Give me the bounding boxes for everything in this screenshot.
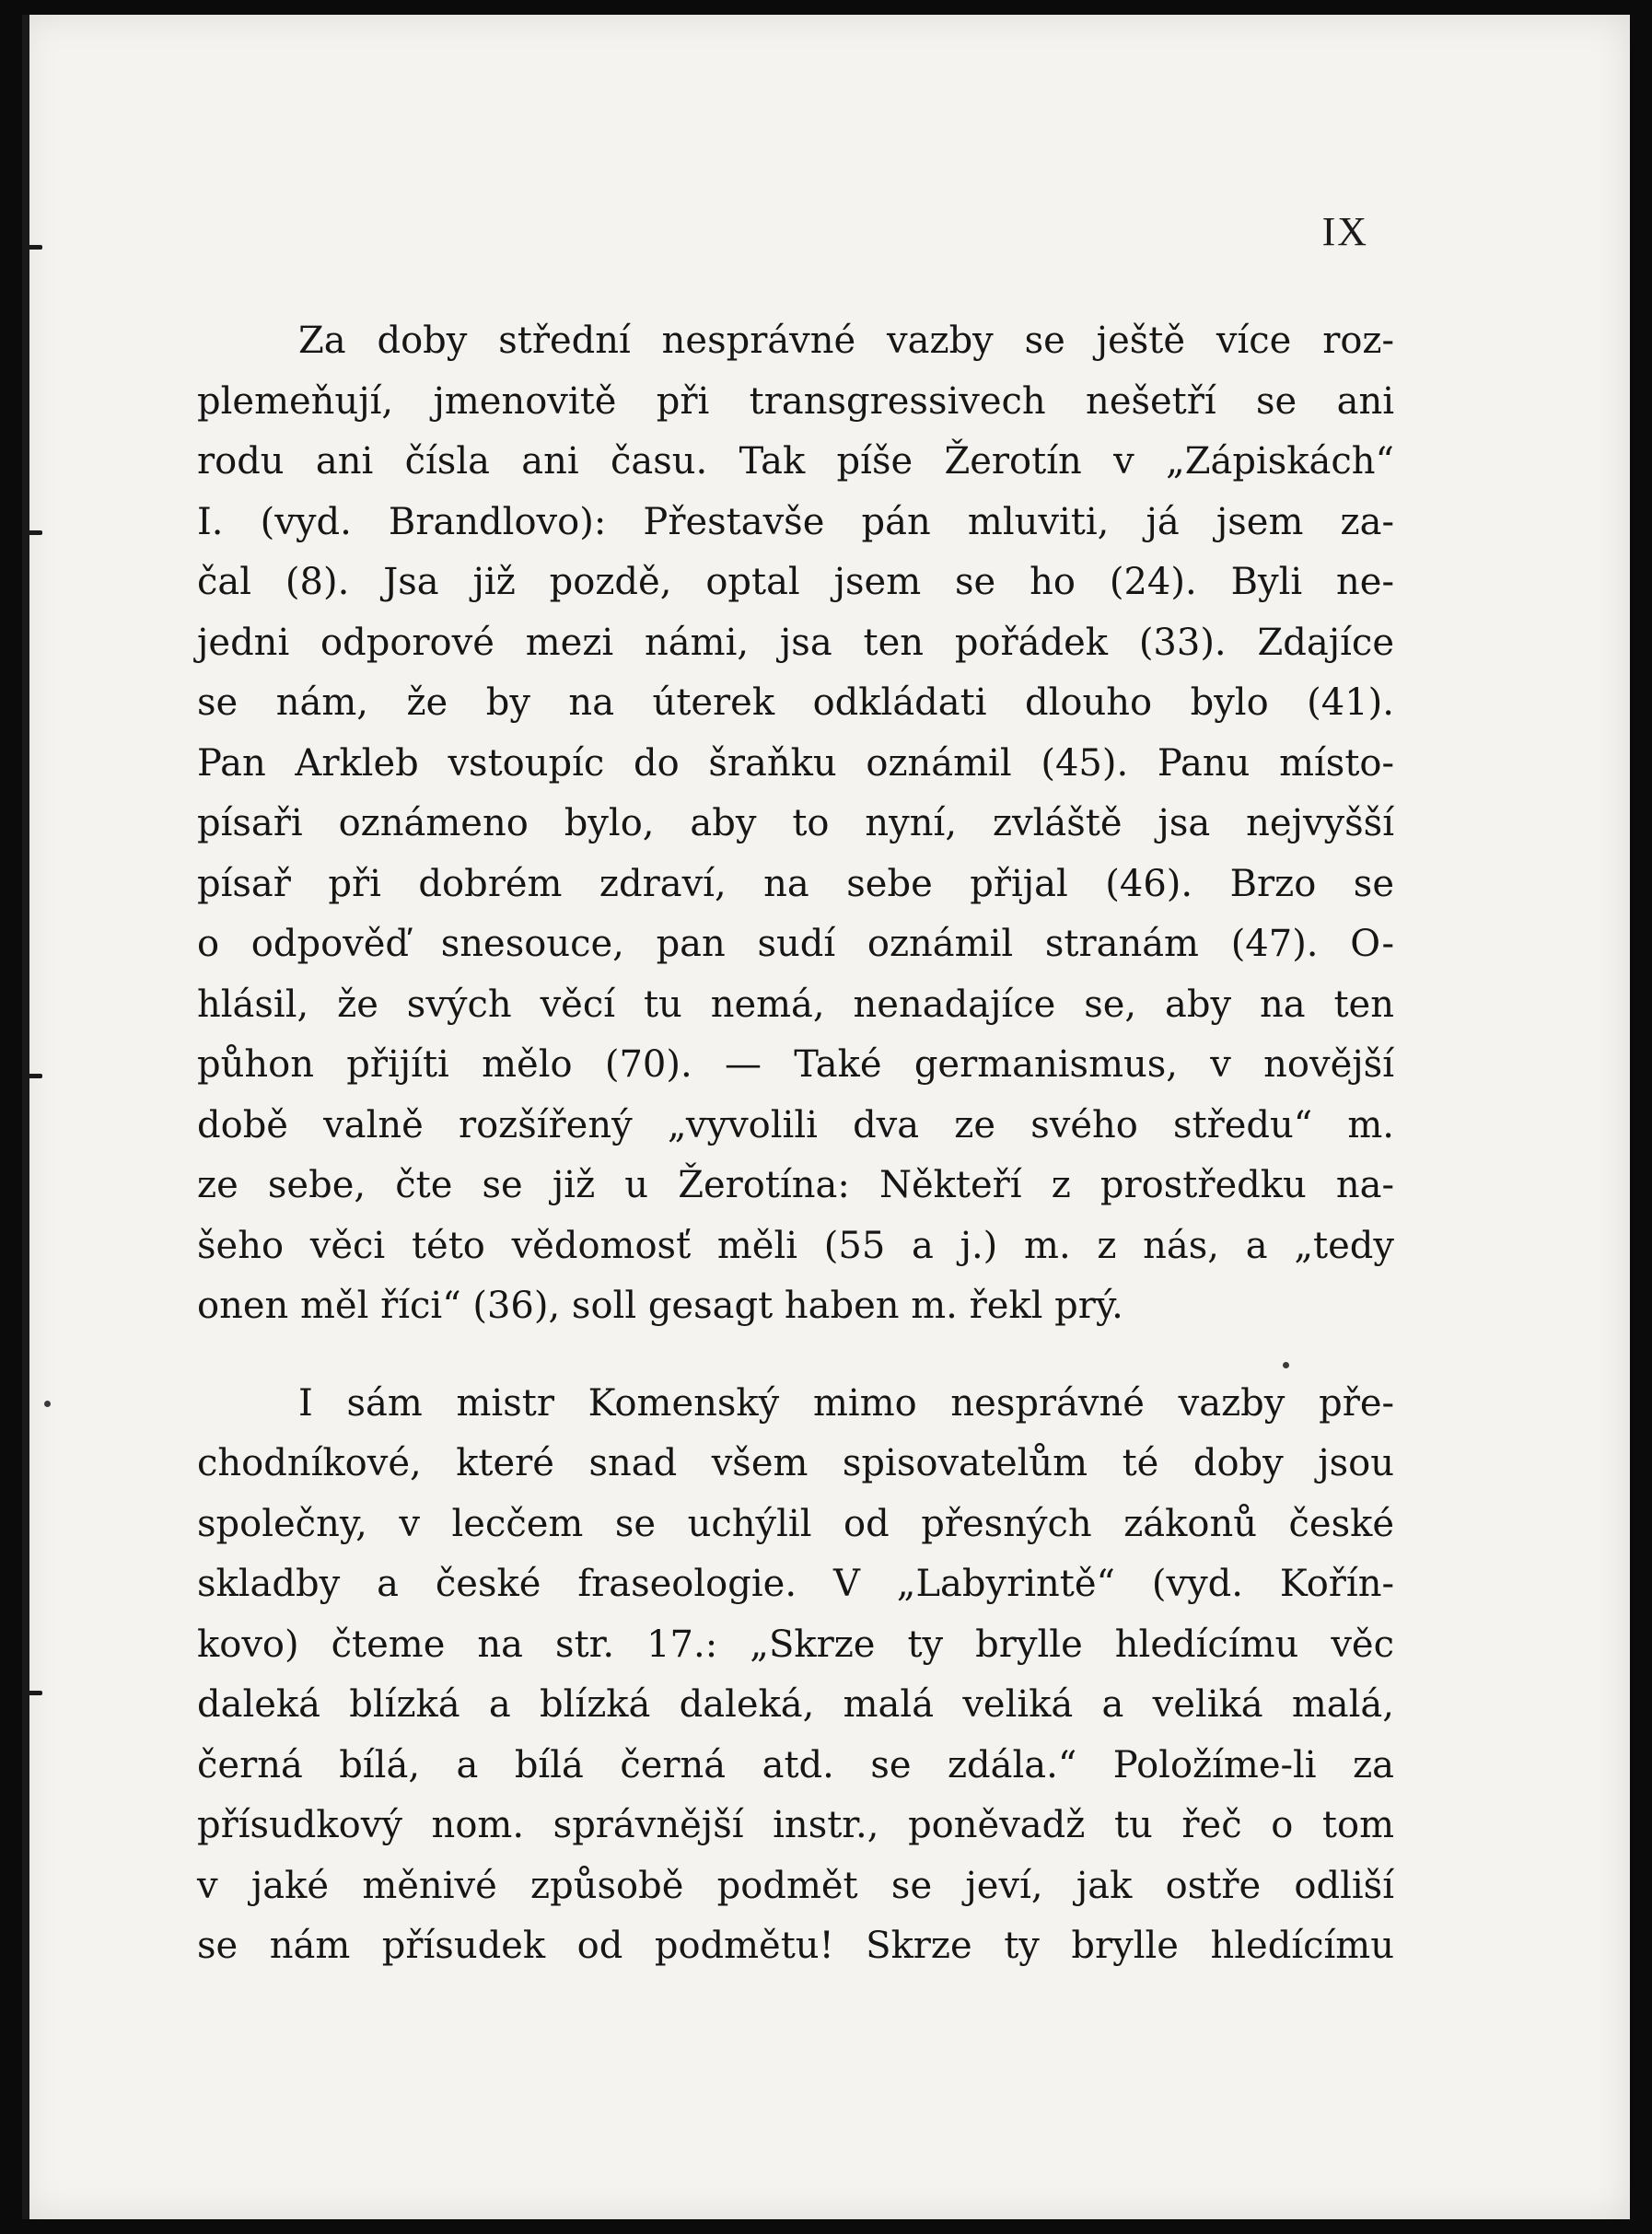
text-line: ze sebe, čte se již u Žerotína: Někteří z prostředku na-	[197, 1164, 1394, 1206]
text-line: písař při dobrém zdraví, na sebe přijal (46). Brzo se	[197, 862, 1394, 905]
text-line: hlásil, že svých věcí tu nemá, nenadajíce se, aby na ten	[197, 983, 1394, 1026]
page-binding-edge	[22, 15, 29, 2219]
paragraph-2	[197, 1374, 1394, 1977]
binding-stitch	[26, 245, 42, 250]
text-line: v jaké měnivé způsobě podmět se jeví, jak ostře odliší	[197, 1864, 1394, 1907]
text-line: plemeňují, jmenovitě při transgressivech nešetří se ani	[197, 379, 1394, 423]
text-line: rodu ani čísla ani času. Tak píše Žerotín v „Zápiskách“	[197, 440, 1394, 483]
paragraph-1	[197, 311, 1394, 1337]
text-line: přísudkový nom. správnější instr., poněvadž tu řeč o tom	[197, 1804, 1394, 1846]
text-line: Pan Arkleb vstoupíc do šraňku oznámil (45). Panu místo-	[197, 741, 1394, 785]
text-line: černá bílá, a bílá černá atd. se zdála.“ Položíme-li za	[197, 1743, 1394, 1786]
page-body	[197, 311, 1394, 1977]
binding-stitch	[26, 530, 42, 535]
text-line: onen měl říci“ (36), soll gesagt haben m. řekl prý.	[197, 1285, 1123, 1327]
paragraph-gap	[197, 1337, 1394, 1374]
text-line: době valně rozšířený „vyvolili dva ze svého středu“ m.	[197, 1103, 1394, 1146]
text-line: chodníkové, které snad všem spisovatelům té doby jsou	[197, 1442, 1394, 1484]
text-line: se nám, že by na úterek odkládati dlouho bylo (41).	[197, 681, 1394, 724]
binding-stitch	[26, 1074, 42, 1078]
text-line: I. (vyd. Brandlovo): Přestavše pán mluviti, já jsem za-	[197, 500, 1394, 543]
page-number: IX	[1321, 209, 1368, 254]
text-line: písaři oznámeno bylo, aby to nyní, zvláště jsa nejvyšší	[197, 802, 1394, 844]
text-line: půhon přijíti mělo (70). — Také germanismus, v novější	[197, 1043, 1394, 1086]
text-line: I sám mistr Komenský mimo nesprávné vazby pře-	[298, 1381, 1394, 1425]
text-line: čal (8). Jsa již pozdě, optal jsem se ho (24). Byli ne-	[197, 561, 1394, 603]
text-line: Za doby střední nesprávné vazby se ještě více roz-	[298, 320, 1394, 362]
text-line: jedni odporové mezi námi, jsa ten pořádek (33). Zdajíce	[197, 621, 1394, 664]
text-line: šeho věci této vědomosť měli (55 a j.) m. z nás, a „tedy	[197, 1224, 1394, 1267]
text-line: o odpověď snesouce, pan sudí oznámil stranám (47). O-	[197, 923, 1394, 965]
binding-stitch	[26, 1691, 42, 1695]
paper-speck	[44, 1401, 51, 1407]
text-line: společny, v lecčem se uchýlil od přesných zákonů české	[197, 1502, 1394, 1545]
book-page	[22, 15, 1630, 2219]
text-line: daleká blízká a blízká daleká, malá veliká a veliká malá,	[197, 1683, 1394, 1726]
text-line: skladby a české fraseologie. V „Labyrintě“ (vyd. Kořín-	[197, 1563, 1394, 1605]
text-line: se nám přísudek od podmětu! Skrze ty brylle hledícímu	[197, 1925, 1394, 1967]
text-line: kovo) čteme na str. 17.: „Skrze ty brylle hledícímu věc	[197, 1623, 1394, 1666]
paper-speck	[1283, 1362, 1289, 1368]
